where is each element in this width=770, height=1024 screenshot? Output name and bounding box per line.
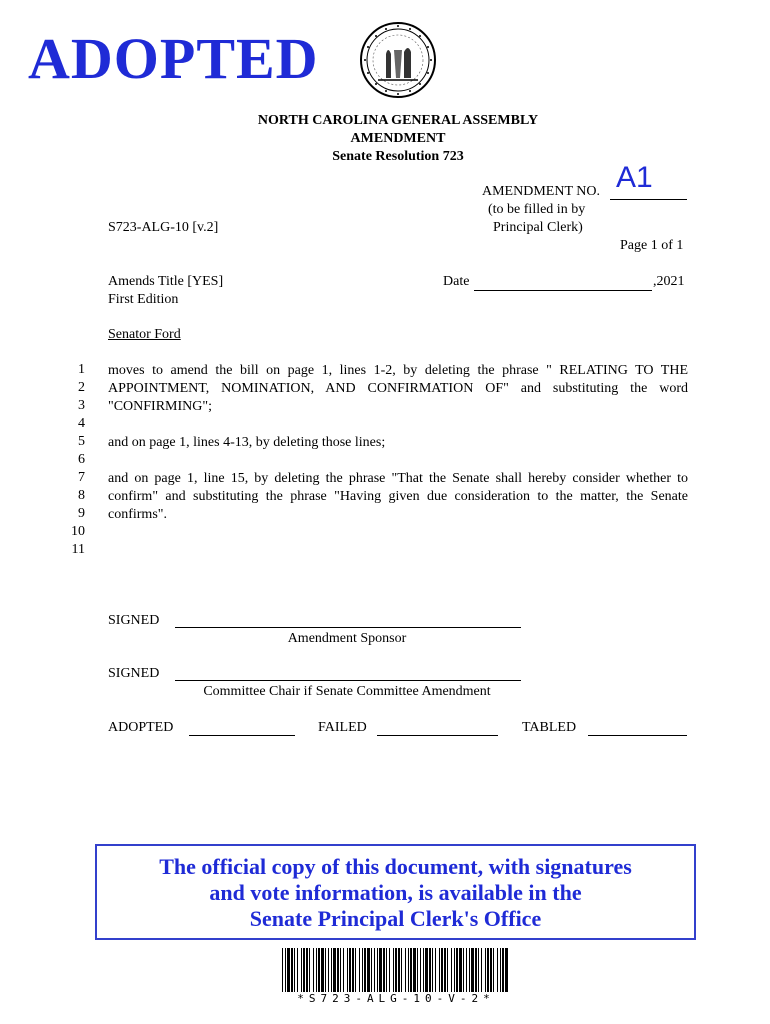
sponsor-name: Senator Ford <box>108 327 181 342</box>
state-seal-icon <box>358 20 438 100</box>
failed-line <box>377 734 498 736</box>
date-label: Date <box>443 274 470 289</box>
sponsor-signature-line <box>175 626 521 628</box>
amends-title: Amends Title [YES] <box>108 274 224 289</box>
amendment-number: A1 <box>616 161 653 194</box>
page-indicator: Page 1 of 1 <box>620 238 684 253</box>
line-number: 11 <box>71 542 85 557</box>
notice-line-1: The official copy of this document, with signatures <box>159 854 632 879</box>
line-number: 6 <box>78 452 85 467</box>
body-line: "CONFIRMING"; <box>108 399 212 414</box>
body-line: and on page 1, line 15, by deleting the phrase "That the Senate shall hereby consider whether to <box>108 471 688 486</box>
line-number: 5 <box>78 434 85 449</box>
amendment-no-line <box>610 198 687 200</box>
resolution-title: Senate Resolution 723 <box>332 149 464 164</box>
body-line: APPOINTMENT, NOMINATION, AND CONFIRMATION OF" and substituting the word <box>108 381 688 396</box>
tabled-line <box>588 734 687 736</box>
signed-label-2: SIGNED <box>108 666 160 681</box>
line-number: 2 <box>78 380 85 395</box>
failed-label: FAILED <box>318 720 367 735</box>
tabled-label: TABLED <box>522 720 577 735</box>
sponsor-caption: Amendment Sponsor <box>287 631 407 646</box>
signed-label-1: SIGNED <box>108 613 160 628</box>
edition: First Edition <box>108 292 179 307</box>
amendment-no-label: AMENDMENT NO. <box>482 184 600 199</box>
barcode <box>282 948 510 992</box>
barcode-text: *S723-ALG-10-V-2* <box>297 992 495 1005</box>
line-number: 10 <box>71 524 85 539</box>
adopted-label: ADOPTED <box>108 720 174 735</box>
amendment-heading: AMENDMENT <box>350 131 446 146</box>
official-copy-notice <box>95 844 696 940</box>
adopted-line <box>189 734 295 736</box>
notice-line-3: Senate Principal Clerk's Office <box>249 906 542 931</box>
amendment-no-note2: Principal Clerk) <box>493 220 583 235</box>
chair-signature-line <box>175 679 521 681</box>
body-line: confirms". <box>108 507 167 522</box>
date-year: ,2021 <box>653 274 685 289</box>
assembly-title: NORTH CAROLINA GENERAL ASSEMBLY <box>257 113 539 128</box>
chair-caption: Committee Chair if Senate Committee Amendment <box>203 684 491 699</box>
line-number: 7 <box>78 470 85 485</box>
document-id: S723-ALG-10 [v.2] <box>108 220 219 235</box>
line-number: 9 <box>78 506 85 521</box>
line-number: 3 <box>78 398 85 413</box>
body-line: moves to amend the bill on page 1, lines 1-2, by deleting the phrase " RELATING TO THE <box>108 363 688 378</box>
body-line: confirm" and substituting the phrase "Having given due consideration to the matter, the Senate <box>108 489 688 504</box>
amendment-no-note1: (to be filled in by <box>488 202 586 217</box>
line-number: 4 <box>78 416 85 431</box>
body-line: and on page 1, lines 4-13, by deleting those lines; <box>108 435 386 450</box>
adopted-stamp: ADOPTED <box>28 26 319 91</box>
line-number: 8 <box>78 488 85 503</box>
notice-line-2: and vote information, is available in the <box>209 880 582 905</box>
line-number: 1 <box>78 362 85 377</box>
date-line <box>474 289 652 291</box>
